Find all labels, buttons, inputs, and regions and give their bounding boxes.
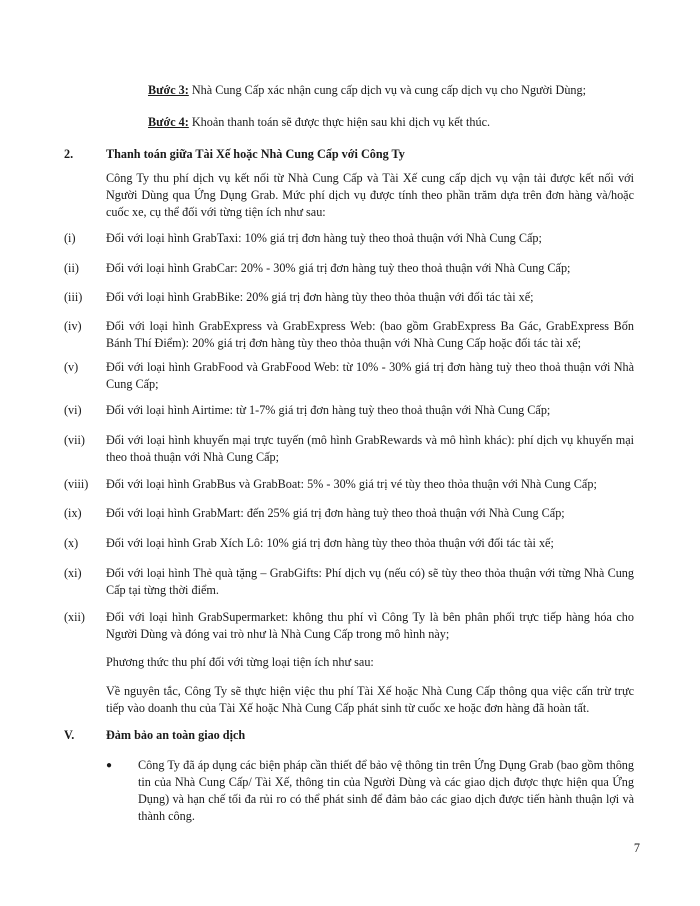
step-3 [148,82,648,99]
item-text: Đối với loại hình GrabFood và GrabFood Web: từ 10% - 30% giá trị đơn hàng tuỳ theo thoả thuận với Nhà Cung Cấp; [106,360,634,391]
item-number: (v) [64,360,79,374]
item-text: Đối với loại hình khuyến mại trực tuyến (mô hình GrabRewards và mô hình khác): phí dịch vụ khuyến mại theo thoả thuận với Nhà Cung Cấp; [106,433,634,464]
item-number: (x) [64,536,79,550]
item-number: (xi) [64,566,82,580]
item-text: Đối với loại hình GrabExpress và GrabExpress Web: (bao gồm GrabExpress Ba Gác, GrabExpress Bốn Bánh Thí Điểm): 20% giá trị đơn hàng tùy theo thỏa thuận với Nhà Cung Cấp hoặc đối tác tài xế; [106,319,634,350]
item-text: Đối với loại hình GrabBike: 20% giá trị đơn hàng tùy theo thỏa thuận với đối tác tài xế; [106,290,534,304]
method-heading: Phương thức thu phí đối với từng loại tiện ích như sau: [106,655,374,669]
item-text: Đối với loại hình GrabMart: đến 25% giá trị đơn hàng tuỳ theo thoả thuận với Nhà Cung Cấp; [106,506,565,520]
item-text: Đối với loại hình GrabCar: 20% - 30% giá trị đơn hàng tuỳ theo thoả thuận với Nhà Cung Cấp; [106,261,571,275]
section-number: 2. [64,147,74,161]
item-number: (vii) [64,433,85,447]
section-2-intro: Công Ty thu phí dịch vụ kết nối từ Nhà Cung Cấp và Tài Xế cung cấp dịch vụ vận tải được kết nối với Người Dùng qua Ứng Dụng Grab. Mức phí dịch vụ được tính theo phần trăm dựa trên đơn hàng và/hoặc cuốc xe, cụ thể đối với từng tiện ích như sau: [106,171,634,219]
section-title: Đảm bảo an toàn giao dịch [106,728,246,742]
method-text: Về nguyên tắc, Công Ty sẽ thực hiện việc thu phí Tài Xế hoặc Nhà Cung Cấp thông qua việc cấn trừ trực tiếp vào doanh thu của Tài Xế hoặc Nhà Cung Cấp phát sinh từ cuốc xe hoặc đơn hàng đã hoàn tất. [106,684,634,715]
section-number: V. [64,728,75,742]
item-number: (iii) [64,290,83,304]
item-number: (viii) [64,477,89,491]
item-number: (ix) [64,506,82,520]
item-number: (ii) [64,261,79,275]
item-text: Đối với loại hình Grab Xích Lô: 10% giá trị đơn hàng tùy theo thỏa thuận với đối tác tài xế; [106,536,554,550]
item-text: Đối với loại hình GrabBus và GrabBoat: 5% - 30% giá trị vé tùy theo thỏa thuận với Nhà Cung Cấp; [106,477,597,491]
step-label: Bước 4: [148,115,189,129]
step-label: Bước 3: [148,83,189,97]
item-text: Đối với loại hình GrabSupermarket: không thu phí vì Công Ty là bên phân phối trực tiếp hàng hóa cho Người Dùng và đóng vai trò như là Nhà Cung Cấp trong mô hình này; [106,610,634,641]
item-text: Đối với loại hình GrabTaxi: 10% giá trị đơn hàng tuỳ theo thoả thuận với Nhà Cung Cấp; [106,231,542,245]
step-4 [148,114,648,131]
item-text: Đối với loại hình Thẻ quà tặng – GrabGifts: Phí dịch vụ (nếu có) sẽ tùy theo thỏa thuận với từng Nhà Cung Cấp tại từng thời điểm. [106,566,634,597]
step-text: Nhà Cung Cấp xác nhận cung cấp dịch vụ và cung cấp dịch vụ cho Người Dùng; [188,83,587,97]
item-number: (xii) [64,610,85,624]
item-text: Đối với loại hình Airtime: từ 1-7% giá trị đơn hàng tuỳ theo thoả thuận với Nhà Cung Cấp; [106,403,551,417]
bullet-text: Công Ty đã áp dụng các biện pháp cần thiết để bảo vệ thông tin trên Ứng Dụng Grab (bao gồm thông tin của Nhà Cung Cấp/ Tài Xế, thông tin của Người Dùng và các giao dịch được thực hiện qua Ứng Dụng) và hạn chế tối đa rủi ro có thể phát sinh để đảm bảo các giao dịch được tiến hành thuận lợi và thành công. [138,758,634,823]
item-number: (i) [64,231,76,245]
bullet-dot-icon: ● [106,760,113,771]
section-title: Thanh toán giữa Tài Xế hoặc Nhà Cung Cấp với Công Ty [106,147,405,161]
page-number: 7 [633,841,640,855]
item-number: (iv) [64,319,82,333]
step-text: Khoản thanh toán sẽ được thực hiện sau khi dịch vụ kết thúc. [188,115,491,129]
item-number: (vi) [64,403,82,417]
